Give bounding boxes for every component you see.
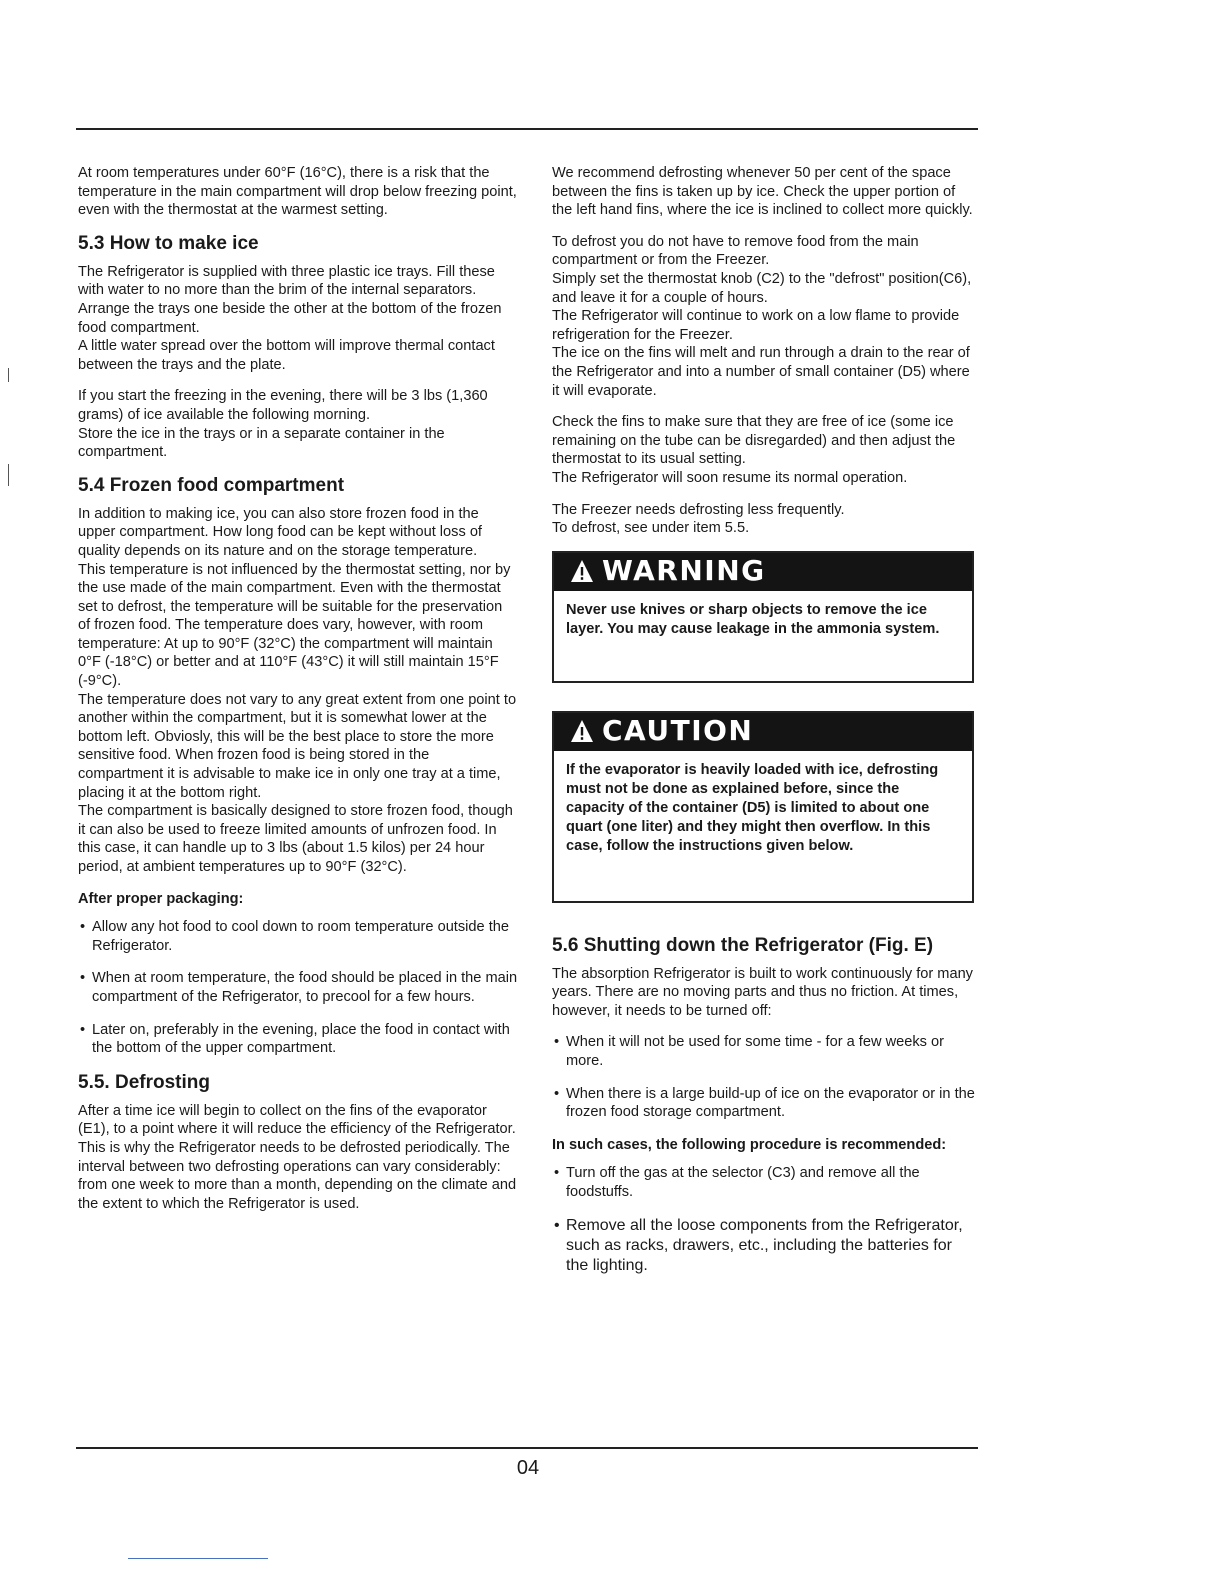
- left-column: [78, 164, 518, 1226]
- list-item: • Remove all the loose components from the Refrigerator, such as racks, drawers, etc., including the batteries for the lighting.: [552, 1216, 976, 1276]
- paragraph: After a time ice will begin to collect on the fins of the evaporator (E1), to a point where it will reduce the efficiency of the Refrigerator. This is why the Refrigerator needs to be defrosted periodically. The interval between two defrosting operations can vary considerably:: [78, 1102, 516, 1175]
- paragraph: The compartment is basically designed to store frozen food, though it can also be used to freeze limited amounts of unfrozen food. In this case, it can handle up to 3 lbs (about 1.5 kilos) per 24 hour period, at ambient temperatures up to 90°F (32°C).: [78, 803, 513, 875]
- list-item: • Allow any hot food to cool down to room temperature outside the Refrigerator.: [78, 918, 518, 955]
- list-item: • When at room temperature, the food should be placed in the main compartment of the Refrigerator, to precool for a few hours.: [78, 969, 518, 1006]
- list-item: • When there is a large build-up of ice on the evaporator or in the frozen food storage compartment.: [552, 1085, 976, 1122]
- paragraph: The Refrigerator is supplied with three plastic ice trays. Fill these with water to no more than the brim of the internal separators. Arrange the trays one beside the other at the bottom of the frozen food compartment.: [78, 263, 502, 336]
- paragraph: In addition to making ice, you can also store frozen food in the upper compartment. How long food can be kept without loss of quality depends on its nature and on the storage temperature.: [78, 505, 482, 559]
- top-rule: [76, 128, 978, 130]
- bottom-rule: [76, 1447, 978, 1449]
- page-number: 04: [516, 1457, 540, 1479]
- packaging-heading: After proper packaging:: [78, 890, 244, 907]
- list-item: • Later on, preferably in the evening, place the food in contact with the bottom of the upper compartment.: [78, 1021, 518, 1058]
- shutdown-conditions-list: [552, 1033, 976, 1121]
- warning-box: [552, 551, 974, 683]
- paragraph: Simply set the thermostat knob (C2) to the "defrost" position(C6), and leave it for a couple of hours.: [552, 270, 972, 306]
- paragraph: The Freezer needs defrosting less frequently.: [552, 501, 845, 518]
- right-column: [552, 164, 976, 1290]
- procedure-heading: In such cases, the following procedure is recommended:: [552, 1136, 947, 1153]
- warning-banner: [554, 553, 972, 591]
- paragraph: If you start the freezing in the evening, there will be 3 lbs (1,360 grams) of ice available the following morning.: [78, 388, 488, 423]
- caution-triangle-icon: [570, 719, 594, 743]
- packaging-list: [78, 918, 518, 1058]
- paragraph: Store the ice in the trays or in a separate container in the compartment.: [78, 425, 445, 461]
- paragraph: Check the fins to make sure that they are free of ice (some ice remaining on the tube can be disregarded) and then adjust the thermostat to its usual setting.: [552, 414, 956, 468]
- paragraph: A little water spread over the bottom will improve thermal contact between the trays and the plate.: [78, 338, 495, 373]
- caution-text: If the evaporator is heavily loaded with ice, defrosting must not be done as explained before, since the capacity of the container (D5) is limited to about one quart (one liter) and they might then overflow. In this case, follow the instructions given below.: [566, 761, 939, 854]
- paragraph: We recommend defrosting whenever 50 per cent of the space between the fins is taken up by ice. Check the upper portion of the left hand fins, where the ice is inclined to collect more quickly.: [552, 165, 973, 219]
- paragraph: This temperature is not influenced by the thermostat setting, nor by the use made of the main compartment. Even with the thermostat set to defrost, the temperature will be suitable for the preservation of frozen food. The temperature does vary, however, with room temperature: At up to 90°F (32°C) the compartment will maintain 0°F (-18°C) or better and at 110°F (43°C) it will still maintain 15°F (-9°C).: [78, 561, 511, 690]
- paragraph: from one week to more than a month, depending on the climate and the extent to which the Refrigerator is used.: [78, 1177, 517, 1212]
- procedure-list-continued: [552, 1216, 976, 1276]
- section-5-4-heading: 5.4 Frozen food compartment: [78, 474, 345, 496]
- section-5-6-heading: 5.6 Shutting down the Refrigerator (Fig. E): [552, 934, 934, 956]
- warning-title: WARNING: [602, 554, 766, 588]
- caution-title: CAUTION: [602, 714, 754, 748]
- warning-triangle-icon: [570, 559, 594, 583]
- intro-paragraph: At room temperatures under 60°F (16°C), there is a risk that the temperature in the main compartment will drop below freezing point, even with the thermostat at the warmest setting.: [78, 165, 517, 219]
- margin-mark: [8, 368, 9, 382]
- section-5-5-heading: 5.5. Defrosting: [78, 1071, 210, 1093]
- footer-line: [128, 1558, 268, 1559]
- paragraph: To defrost, see under item 5.5.: [552, 520, 750, 537]
- caution-banner: [554, 713, 972, 751]
- paragraph: The Refrigerator will continue to work on a low flame to provide refrigeration for the Freezer.: [552, 308, 960, 343]
- paragraph: The Refrigerator will soon resume its normal operation.: [552, 469, 908, 486]
- paragraph: The temperature does not vary to any great extent from one point to another within the compartment, but it is somewhat lower at the bottom left. Obviosly, this will be the best place to store the more sensitive food. When frozen food is being stored in the compartment it is advisable to make ice in only one tray at a time, placing it at the bottom right.: [78, 691, 517, 801]
- paragraph: The ice on the fins will melt and run through a drain to the rear of the Refrigerator and into a number of small container (D5) where it will evaporate.: [552, 345, 970, 399]
- list-item: • When it will not be used for some time - for a few weeks or more.: [552, 1033, 976, 1070]
- procedure-list: [552, 1164, 976, 1201]
- caution-box: [552, 711, 974, 903]
- paragraph: The absorption Refrigerator is built to work continuously for many years. There are no moving parts and thus no friction. At times, however, it needs to be turned off:: [552, 965, 973, 1019]
- warning-text: Never use knives or sharp objects to remove the ice layer. You may cause leakage in the ammonia system.: [566, 601, 940, 637]
- list-item: • Turn off the gas at the selector (C3) and remove all the foodstuffs.: [552, 1164, 976, 1201]
- margin-mark: [8, 464, 9, 486]
- section-5-3-heading: 5.3 How to make ice: [78, 232, 259, 254]
- paragraph: To defrost you do not have to remove food from the main compartment or from the Freezer.: [552, 233, 919, 269]
